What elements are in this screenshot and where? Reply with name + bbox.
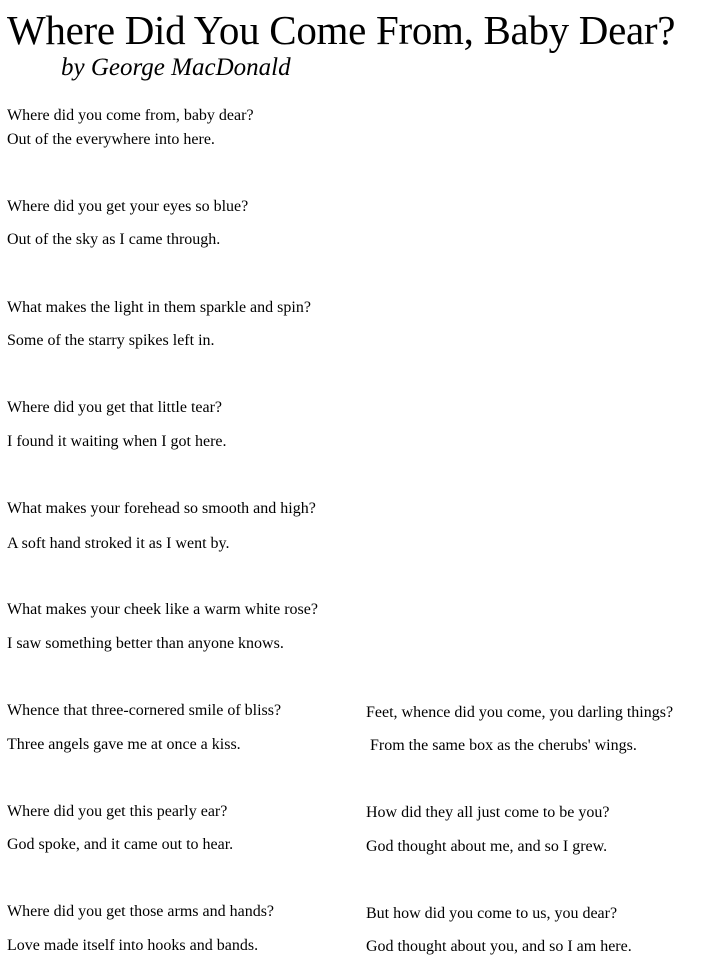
poem-line: Where did you come from, baby dear? bbox=[7, 107, 254, 124]
poem-line: Out of the sky as I came through. bbox=[7, 231, 221, 248]
poem-line: What makes the light in them sparkle and spin? bbox=[7, 299, 311, 316]
poem-line: Love made itself into hooks and bands. bbox=[7, 937, 259, 954]
poem-line: From the same box as the cherubs' wings. bbox=[366, 737, 637, 754]
poem-line: Some of the starry spikes left in. bbox=[7, 332, 215, 349]
poem-line: Three angels gave me at once a kiss. bbox=[7, 736, 241, 753]
poem-line: God thought about you, and so I am here. bbox=[366, 938, 632, 955]
poem-line: But how did you come to us, you dear? bbox=[366, 905, 618, 922]
poem-line: Where did you get that little tear? bbox=[7, 399, 223, 416]
poem-line: How did they all just come to be you? bbox=[366, 804, 610, 821]
poem-line: Where did you get this pearly ear? bbox=[7, 803, 228, 820]
poem-line: What makes your forehead so smooth and high? bbox=[7, 500, 316, 517]
poem-line: I found it waiting when I got here. bbox=[7, 433, 227, 450]
poem-author: by George MacDonald bbox=[61, 54, 291, 81]
poem-line: A soft hand stroked it as I went by. bbox=[7, 535, 230, 552]
poem-line: Where did you get your eyes so blue? bbox=[7, 198, 249, 215]
poem-line: I saw something better than anyone knows. bbox=[7, 635, 284, 652]
poem-line: What makes your cheek like a warm white rose? bbox=[7, 601, 318, 618]
poem-line: Out of the everywhere into here. bbox=[7, 131, 215, 148]
poem-title: Where Did You Come From, Baby Dear? bbox=[7, 7, 676, 53]
poem-line: Feet, whence did you come, you darling things? bbox=[366, 704, 674, 721]
poem-line: Where did you get those arms and hands? bbox=[7, 903, 275, 920]
poem-line: Whence that three-cornered smile of bliss? bbox=[7, 702, 282, 719]
poem-line: God thought about me, and so I grew. bbox=[366, 838, 608, 855]
poem-line: God spoke, and it came out to hear. bbox=[7, 836, 234, 853]
